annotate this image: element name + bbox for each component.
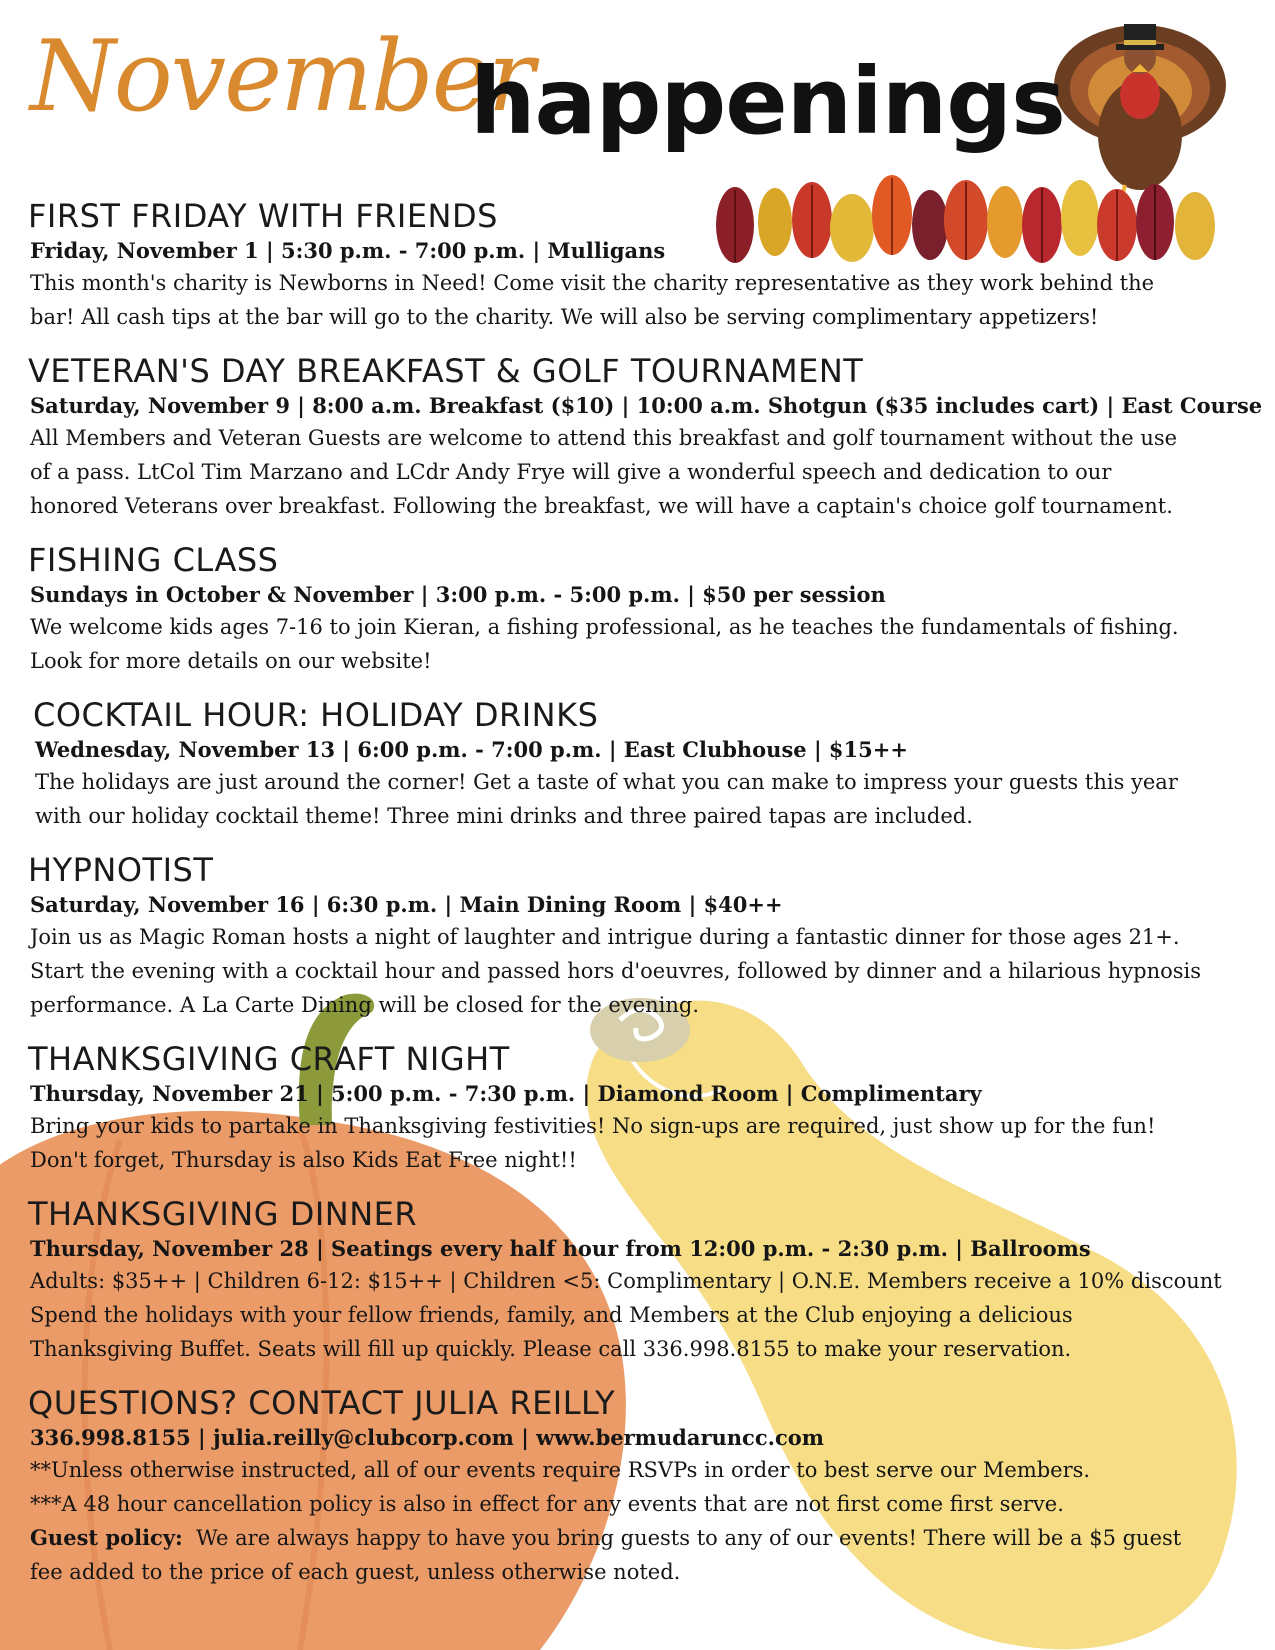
event-craft-night [30,1039,1255,1177]
description-line: of a pass. LtCol Tim Marzano and LCdr Andy Frye will give a wonderful speech and dedication to our [30,460,1112,484]
description-line: We welcome kids ages 7-16 to join Kieran, a fishing professional, as he teaches the fundamentals of fishing. [30,615,1179,639]
description-line: Don't forget, Thursday is also Kids Eat Free night!! [30,1148,577,1172]
turkey-illustration [1054,24,1226,205]
description-line: All Members and Veteran Guests are welcome to attend this breakfast and golf tournament without the use [30,426,1178,450]
description-line: Start the evening with a cocktail hour and passed hors d'oeuvres, followed by dinner and a hilarious hypnosis [30,959,1202,983]
event-description [30,610,1255,678]
event-description [30,266,1255,334]
contact-section [30,1383,1255,1589]
guest-policy-line-2: fee added to the price of each guest, unless otherwise noted. [30,1560,681,1584]
event-heading: VETERAN'S DAY BREAKFAST & GOLF TOURNAMENT [28,352,864,390]
description-line: This month's charity is Newborns in Need! Come visit the charity representative as they work behind the [30,271,1155,295]
title-script-november: November [30,20,533,134]
event-hypnotist [30,850,1255,1022]
event-description [35,765,1255,833]
description-line: Look for more details on our website! [30,649,432,673]
event-description [30,421,1255,523]
event-fishing-class [30,540,1255,678]
event-description [30,1264,1255,1366]
guest-policy-text: We are always happy to have you bring guests to any of our events! There will be a $5 guest [196,1526,1182,1550]
event-thanksgiving-dinner [30,1194,1255,1366]
description-line: Adults: $35++ | Children 6-12: $15++ | Children <5: Complimentary | O.N.E. Members receive a 10% discount [30,1269,1222,1293]
description-line: Spend the holidays with your fellow friends, family, and Members at the Club enjoying a delicious [30,1303,1073,1327]
guest-policy-line [30,1521,1255,1555]
event-heading: FISHING CLASS [28,541,279,579]
policy-notes [30,1453,1255,1589]
description-line: The holidays are just around the corner! Get a taste of what you can make to impress your guests this year [35,770,1178,794]
event-details: Thursday, November 21 | 5:00 p.m. - 7:30 p.m. | Diamond Room | Complimentary [30,1081,982,1106]
events-list [28,196,1263,1606]
event-details: Thursday, November 28 | Seatings every half hour from 12:00 p.m. - 2:30 p.m. | Ballrooms [30,1236,1091,1261]
event-details: Saturday, November 16 | 6:30 p.m. | Main Dining Room | $40++ [30,892,783,917]
event-heading: THANKSGIVING CRAFT NIGHT [28,1040,510,1078]
event-details: Saturday, November 9 | 8:00 a.m. Breakfast ($10) | 10:00 a.m. Shotgun ($35 includes cart) | East Course [30,393,1263,418]
cancellation-note: ***A 48 hour cancellation policy is also in effect for any events that are not first come first serve. [30,1492,1064,1516]
event-details: Wednesday, November 13 | 6:00 p.m. - 7:00 p.m. | East Clubhouse | $15++ [35,737,908,762]
event-heading: COCKTAIL HOUR: HOLIDAY DRINKS [33,696,599,734]
contact-details: 336.998.8155 | julia.reilly@clubcorp.com | www.bermudaruncc.com [30,1425,824,1450]
event-heading: FIRST FRIDAY WITH FRIENDS [28,197,498,235]
rsvp-note: **Unless otherwise instructed, all of our events require RSVPs in order to best serve our Members. [30,1458,1091,1482]
contact-heading: QUESTIONS? CONTACT JULIA REILLY [28,1384,616,1422]
description-line: Bring your kids to partake in Thanksgiving festivities! No sign-ups are required, just show up for the fun! [30,1114,1156,1138]
event-cocktail-hour [30,695,1255,833]
description-line: with our holiday cocktail theme! Three mini drinks and three paired tapas are included. [35,804,973,828]
event-first-friday [30,196,1255,334]
guest-policy-label: Guest policy: [30,1525,183,1550]
description-line: honored Veterans over breakfast. Following the breakfast, we will have a captain's choice golf tournament. [30,494,1173,518]
title-happenings: happenings [470,48,1065,155]
description-line: Join us as Magic Roman hosts a night of laughter and intrigue during a fantastic dinner for those ages 21+. [30,925,1180,949]
event-description [30,1109,1255,1177]
description-line: performance. A La Carte Dining will be closed for the evening. [30,993,700,1017]
event-veterans-day [28,351,1263,523]
event-heading: HYPNOTIST [28,851,214,889]
description-line: bar! All cash tips at the bar will go to the charity. We will also be serving complimentary appetizers! [30,305,1099,329]
event-details: Friday, November 1 | 5:30 p.m. - 7:00 p.m. | Mulligans [30,238,666,263]
event-details: Sundays in October & November | 3:00 p.m. - 5:00 p.m. | $50 per session [30,582,886,607]
description-line: Thanksgiving Buffet. Seats will fill up quickly. Please call 336.998.8155 to make your reservation. [30,1337,1072,1361]
event-heading: THANKSGIVING DINNER [28,1195,418,1233]
event-description [30,920,1255,1022]
